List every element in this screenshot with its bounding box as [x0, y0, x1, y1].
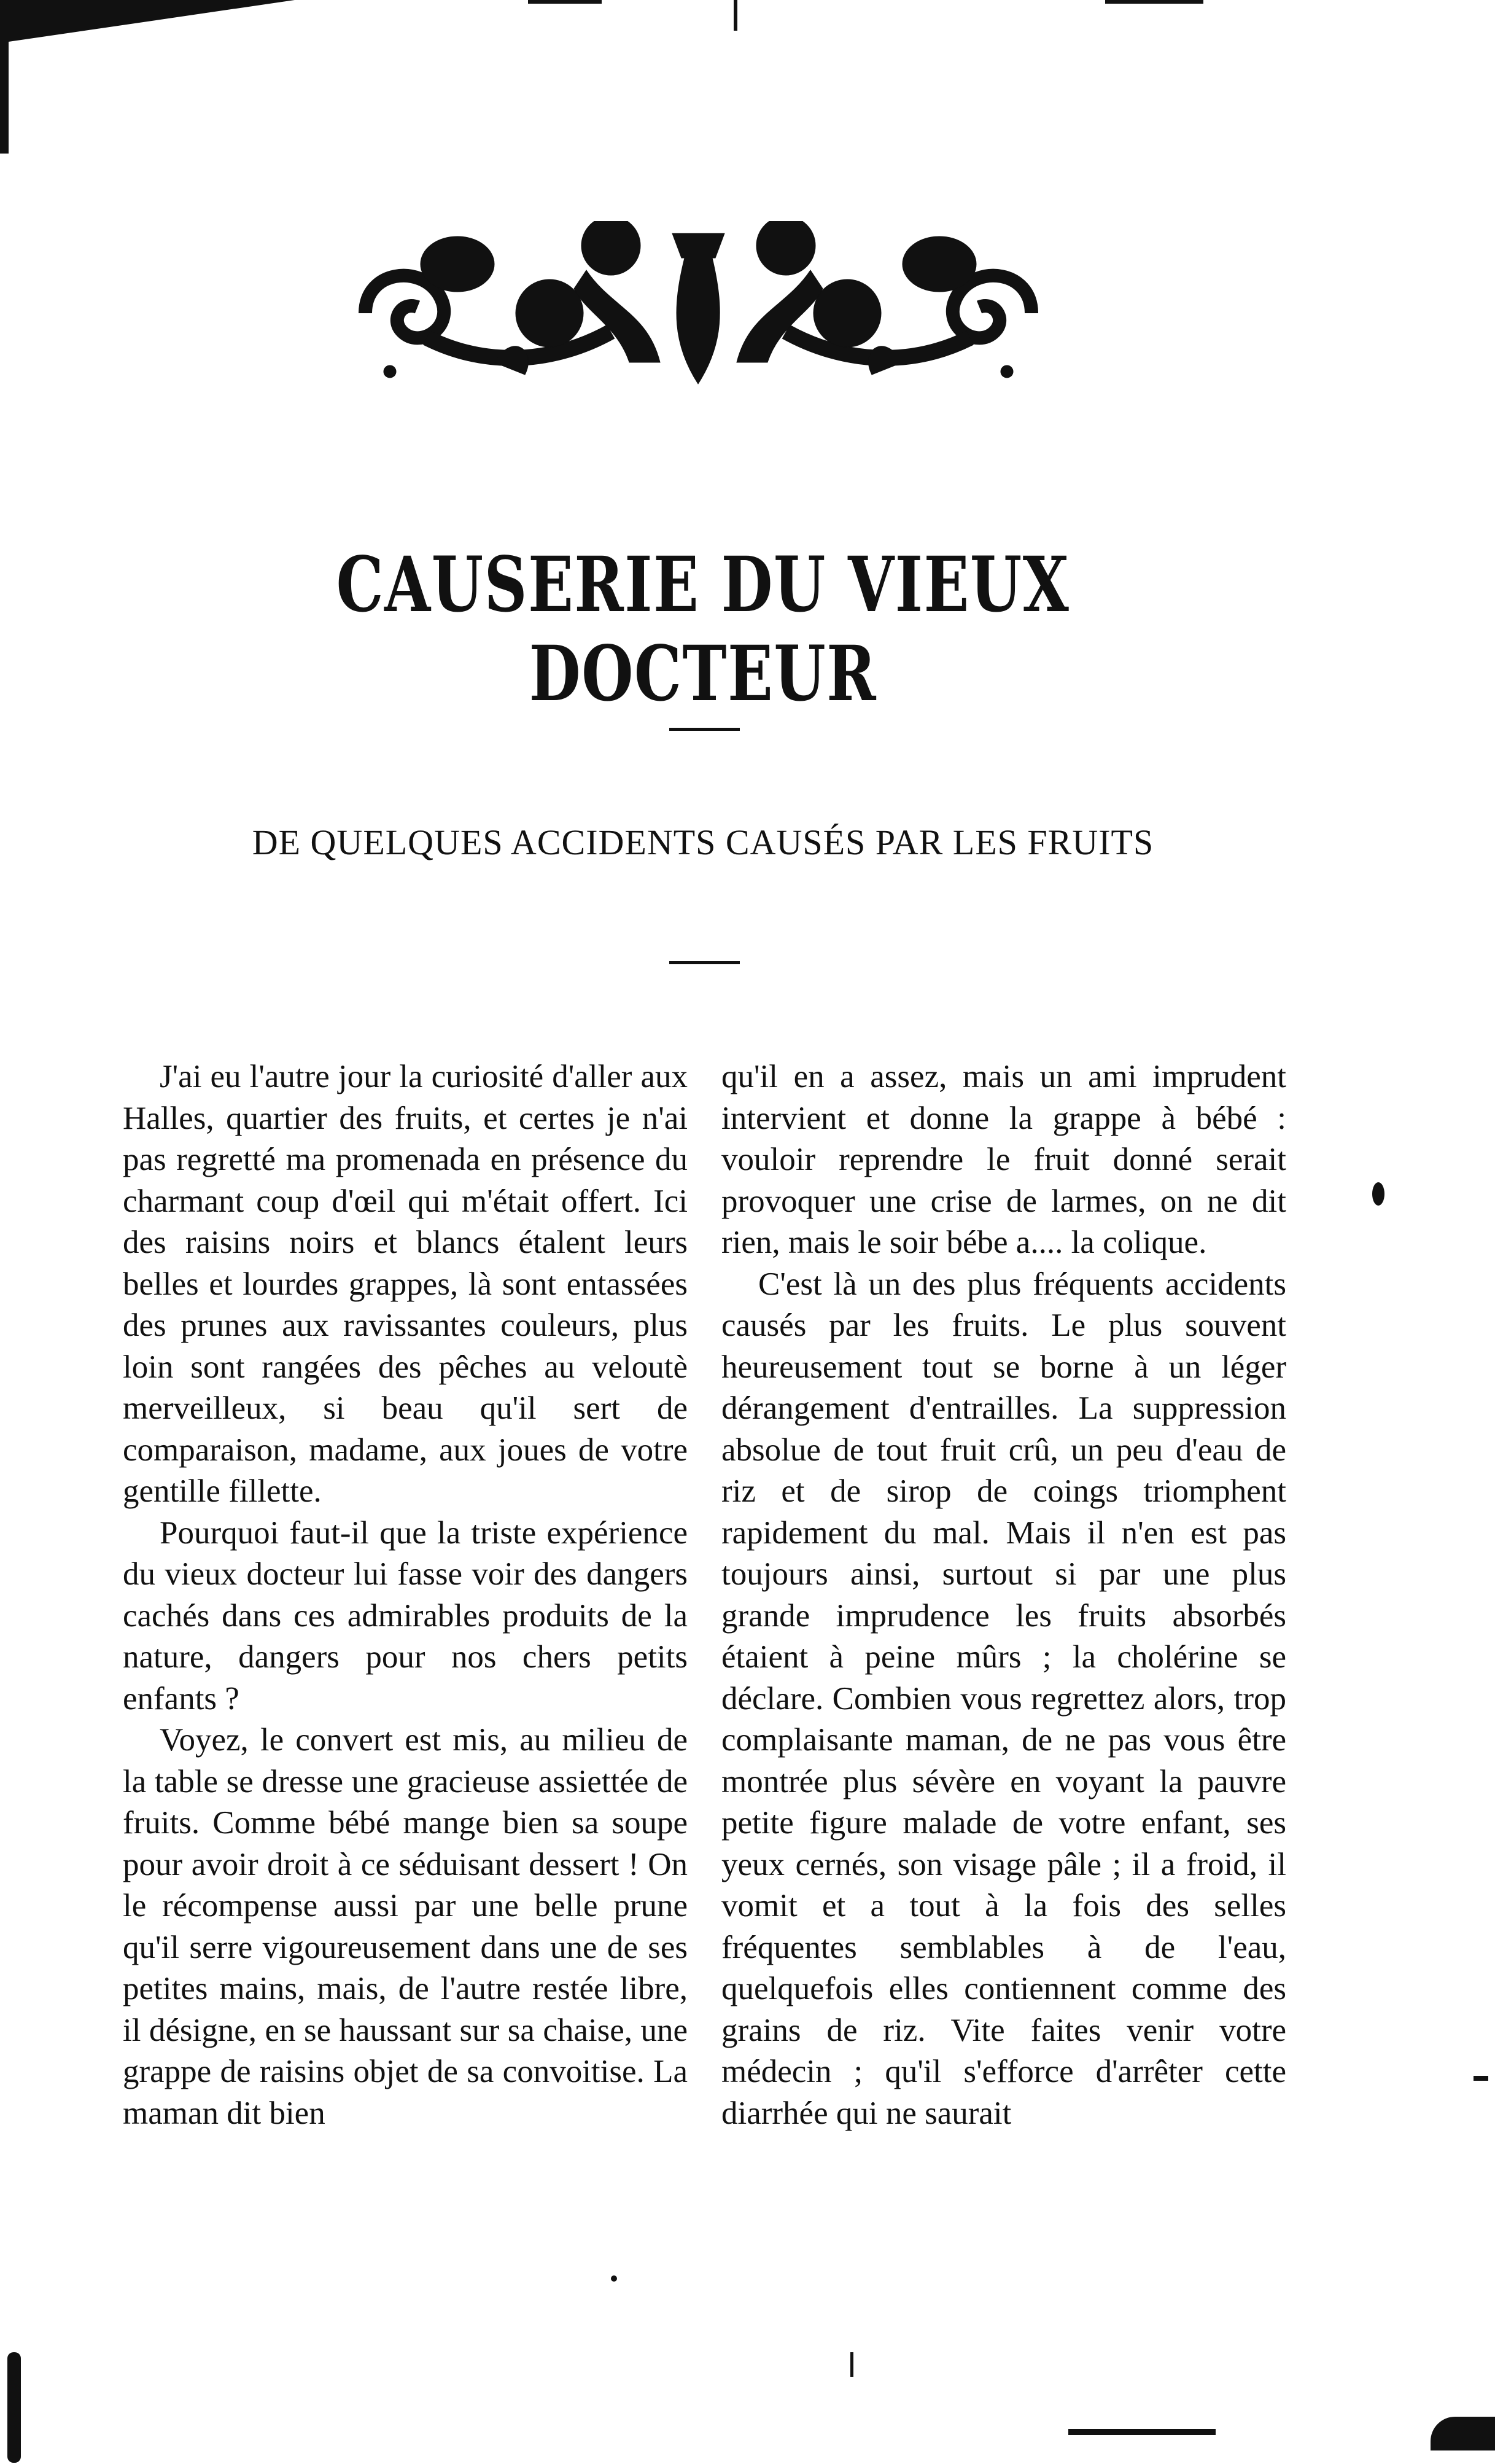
scan-edge-mark [1068, 2429, 1216, 2435]
paragraph: qu'il en a assez, mais un ami imprudent intervient et donne la grappe à bébé : vouloir reprendre le fruit donné serait provoquer une crise de larmes, on ne dit rien, mais le soir bébe a.... la colique. [721, 1059, 1286, 1260]
article-subtitle: DE QUELQUES ACCIDENTS CAUSÉS PAR LES FRUITS [252, 822, 1154, 862]
page-title: CAUSERIE DU VIEUX DOCTEUR [336, 540, 1070, 719]
baroque-cherubs-ornament-icon [353, 221, 1044, 387]
scan-edge-mark [734, 0, 737, 31]
scan-edge-mark [1105, 0, 1203, 4]
scan-edge-mark [528, 0, 602, 4]
text-column-left [123, 1056, 688, 2134]
subtitle-divider [669, 961, 740, 964]
scan-corner-mark [0, 0, 295, 43]
paragraph: Pourquoi faut-il que la triste expérience du vieux docteur lui fasse voir des dangers cachés dans ces admirables produits de la nature, dangers pour nos chers petits enfants ? [123, 1515, 688, 1717]
scan-dot-mark [611, 2275, 617, 2282]
scan-edge-mark [1431, 2417, 1495, 2450]
scan-edge-mark [1474, 2076, 1488, 2081]
scan-edge-mark [7, 2352, 21, 2463]
scan-edge-mark [850, 2352, 853, 2377]
scan-dot-mark [1372, 1182, 1384, 1206]
text-column-right [721, 1056, 1286, 2134]
title-divider [669, 728, 740, 731]
scan-edge-mark [0, 0, 9, 154]
paragraph: Voyez, le convert est mis, au milieu de la table se dresse une gracieuse assiettée de fruits. Comme bébé mange bien sa soupe pour avoir droit à ce séduisant dessert ! On le récompense aussi par une belle prune qu'il serre vigoureusement dans une de ses petites mains, mais, de l'autre restée libre, il désigne, en se haussant sur sa chaise, une grappe de raisins objet de sa convoitise. La maman dit bien [123, 1722, 688, 2131]
paragraph: C'est là un des plus fréquents accidents causés par les fruits. Le plus souvent heureusement tout se borne à un léger dérangement d'entrailles. La suppression absolue de tout fruit crû, un peu d'eau de riz et de sirop de coings triomphent rapidement du mal. Mais il n'en est pas toujours ainsi, surtout si par une plus grande imprudence les fruits absorbés étaient à peine mûrs ; la cholérine se déclare. Combien vous regrettez alors, trop complaisante maman, de ne pas vous être montrée plus sévère en voyant la pauvre petite figure malade de votre enfant, ses yeux cernés, son visage pâle ; il a froid, il vomit et a tout à la fois des selles fréquentes semblables à de l'eau, quelquefois elles contiennent comme des grains de riz. Vite faites venir votre médecin ; qu'il s'efforce d'arrêter cette diarrhée qui ne saurait [721, 1266, 1286, 2131]
paragraph: J'ai eu l'autre jour la curiosité d'aller aux Halles, quartier des fruits, et certes je n'ai pas regretté ma promenada en présence du charmant coup d'œil qui m'était offert. Ici des raisins noirs et blancs étalent leurs belles et lourdes grappes, là sont entassées des prunes aux ravissantes couleurs, plus loin sont rangées des pêches au veloutè merveilleux, si beau qu'il sert de comparaison, madame, aux joues de votre gentille fillette. [123, 1059, 688, 1509]
